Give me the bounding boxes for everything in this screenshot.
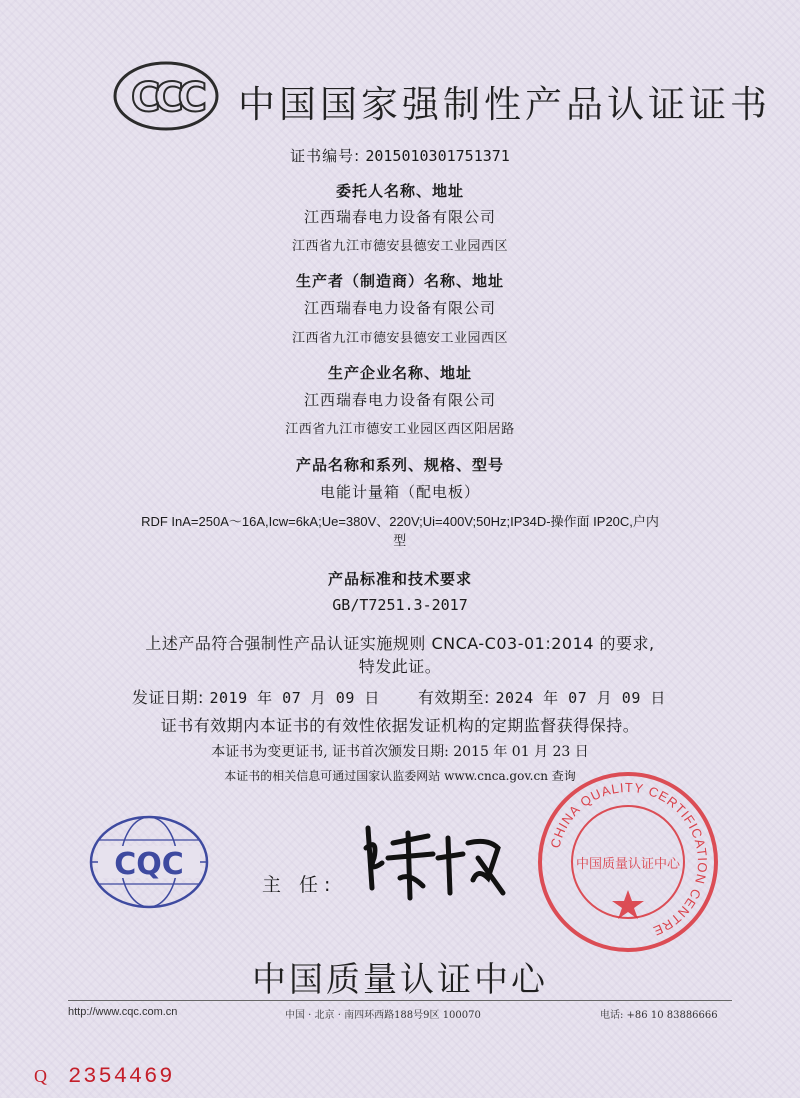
query-note: 本证书的相关信息可通过国家认监委网站 www.cnca.gov.cn 查询 — [224, 769, 576, 783]
standard-value: GB/T7251.3-2017 — [332, 596, 468, 614]
serial-number-row — [34, 1064, 175, 1089]
change-note: 本证书为变更证书, 证书首次颁发日期: 2015 年 01 月 23 日 — [211, 744, 589, 760]
valid-until-label: 有效期至: — [418, 688, 490, 707]
svg-text:CQC: CQC — [114, 847, 184, 882]
applicant-label: 委托人名称、地址 — [335, 182, 464, 200]
issue-date-label: 发证日期: — [132, 688, 204, 707]
issuing-organization: 中国质量认证中心 — [252, 960, 548, 1000]
valid-until-row — [418, 685, 666, 708]
product-name: 电能计量箱（配电板） — [319, 483, 480, 501]
valid-until-date: 2024 年 07 月 09 日 — [495, 689, 666, 707]
product-spec-line2: 型 — [393, 534, 407, 549]
director-signature — [338, 818, 518, 908]
issue-date-row — [132, 685, 380, 708]
svg-text:CHINA QUALITY CERTIFICATION CE: CHINA QUALITY CERTIFICATION CENTRE — [547, 779, 711, 940]
product-label: 产品名称和系列、规格、型号 — [295, 456, 504, 474]
validity-note: 证书有效期内本证书的有效性依据发证机构的定期监督获得保持。 — [160, 716, 640, 735]
product-spec-line1: RDF InA=250A～16A,Icw=6kA;Ue=380V、220V;Ui=400V;50Hz;IP34D-操作面 IP20C,户内 — [141, 514, 659, 529]
cqc-seal-stamp — [536, 770, 720, 954]
factory-address: 江西省九江市德安工业园区西区阳居路 — [285, 422, 515, 437]
organization-phone: 电话: +86 10 83886666 — [600, 1010, 718, 1021]
manufacturer-label: 生产者（制造商）名称、地址 — [295, 272, 504, 290]
applicant-address: 江西省九江市德安县德安工业园西区 — [291, 239, 508, 254]
certificate-number-row — [0, 145, 800, 166]
applicant-name: 江西瑞春电力设备有限公司 — [303, 208, 496, 226]
serial-number: 2354469 — [68, 1064, 175, 1089]
certificate-number: 2015010301751371 — [365, 147, 510, 165]
factory-label: 生产企业名称、地址 — [327, 364, 472, 382]
standard-label: 产品标准和技术要求 — [327, 570, 472, 588]
svg-text:中国质量认证中心: 中国质量认证中心 — [575, 857, 681, 872]
manufacturer-name: 江西瑞春电力设备有限公司 — [303, 299, 496, 317]
footer-divider — [68, 1000, 732, 1001]
conformity-statement-line1: 上述产品符合强制性产品认证实施规则 CNCA-C03-01:2014 的要求, — [145, 634, 655, 653]
manufacturer-address: 江西省九江市德安县德安工业园西区 — [291, 331, 508, 346]
certificate-number-label: 证书编号: — [290, 147, 361, 165]
serial-prefix: Q — [34, 1066, 47, 1086]
website-link[interactable]: http://www.cqc.com.cn — [68, 1006, 178, 1018]
certificate-title: 中国国家强制性产品认证证书 — [238, 83, 771, 126]
issue-date: 2019 年 07 月 09 日 — [209, 689, 380, 707]
ccc-logo — [112, 60, 220, 132]
svg-text:CCC: CCC — [130, 75, 202, 121]
conformity-statement-line2: 特发此证。 — [358, 657, 442, 676]
cqc-logo — [84, 812, 214, 912]
director-label: 主 任: — [262, 874, 337, 896]
organization-address: 中国 · 北京 · 南四环西路188号9区 100070 — [285, 1010, 481, 1021]
factory-name: 江西瑞春电力设备有限公司 — [303, 391, 496, 409]
